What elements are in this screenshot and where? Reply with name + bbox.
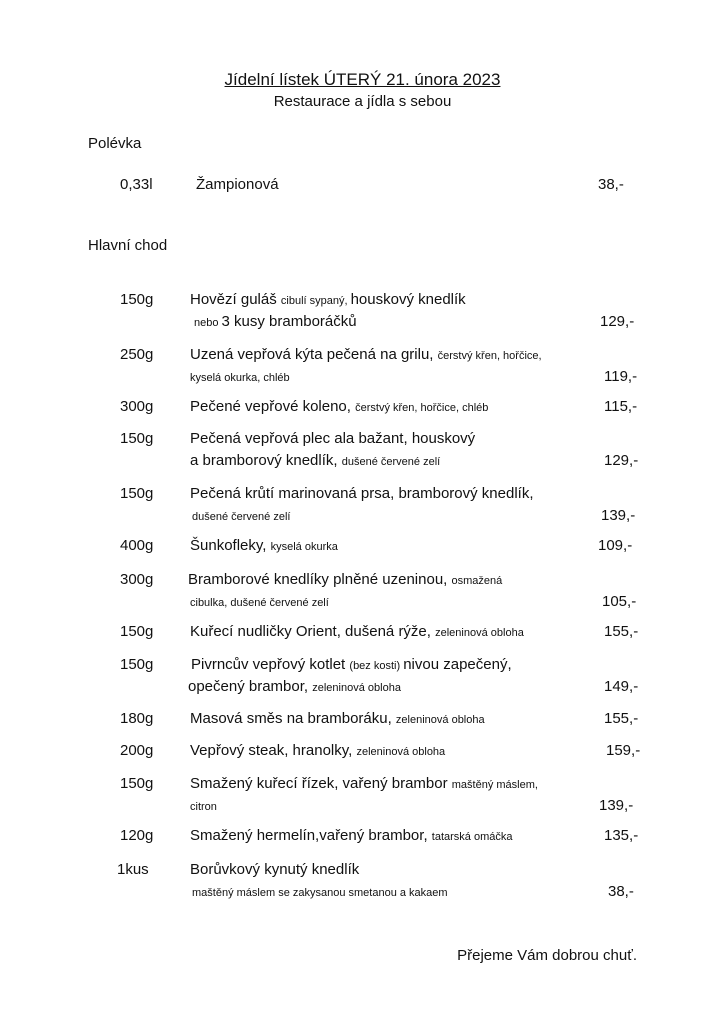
item-quantity: 300g — [120, 571, 154, 588]
item-l1-main: Smažený hermelín,vařený brambor, — [190, 827, 432, 844]
item-quantity: 150g — [120, 291, 154, 308]
item-description-line-1 — [190, 709, 485, 730]
item-description-line-1 — [190, 774, 538, 795]
item-description-line-1 — [190, 290, 466, 311]
item-l1-small: čerstvý křen, hořčice, chléb — [355, 402, 489, 414]
item-l2-main: a bramborový knedlík, — [190, 452, 342, 469]
item-price: 155,- — [604, 623, 639, 640]
item-description-line-1 — [190, 536, 338, 557]
item-l1-main: Pečená vepřová plec ala bažant, houskový — [190, 430, 476, 447]
item-description-line-2 — [188, 677, 401, 698]
item-l2-small: cibulka, dušené červené zelí — [190, 597, 329, 609]
footer-wish: Přejeme Vám dobrou chuť. — [457, 947, 637, 964]
item-price: 129,- — [604, 452, 639, 469]
item-quantity: 150g — [120, 623, 154, 640]
item-description-line-2 — [192, 882, 448, 903]
item-l1-rest: houskový knedlík — [350, 291, 466, 308]
item-l1-small: (bez kosti) — [349, 660, 404, 672]
item-l1-small: zeleninová obloha — [395, 714, 485, 726]
item-price: 119,- — [604, 368, 638, 385]
item-l1-main: Šunkofleky, — [190, 537, 271, 554]
item-description-line-1 — [191, 655, 512, 676]
item-l1-rest: nivou zapečený, — [403, 656, 512, 673]
item-description-line-1 — [190, 345, 542, 366]
item-description-line-2 — [190, 367, 290, 388]
item-l1-main: Borůvkový kynutý knedlík — [190, 861, 360, 878]
item-l1-main: Kuřecí nudličky Orient, dušená rýže, — [190, 623, 436, 640]
item-price: 139,- — [601, 507, 636, 524]
item-l1-small: zeleninová obloha — [435, 627, 524, 639]
item-l2-small: nebo — [194, 317, 222, 329]
item-l1-small: kyselá okurka — [270, 541, 338, 553]
item-l2-small: dušené červené zelí — [341, 456, 441, 468]
item-price: 115,- — [604, 398, 638, 415]
item-quantity: 150g — [120, 485, 154, 502]
item-description-line-2 — [190, 451, 440, 472]
item-description-line-1 — [190, 826, 512, 847]
item-description-line-1 — [190, 429, 475, 449]
item-quantity: 150g — [120, 430, 154, 447]
item-price: 105,- — [602, 593, 637, 610]
item-quantity: 1kus — [117, 861, 149, 878]
item-description-line-1 — [190, 484, 534, 504]
item-price: 129,- — [600, 313, 635, 330]
menu-subtitle: Restaurace a jídla s sebou — [273, 93, 452, 110]
item-l1-small: zeleninová obloha — [356, 746, 446, 758]
item-l1-main: Smažený kuřecí řízek, vařený brambor — [190, 775, 452, 792]
item-l2-main: opečený brambor, — [188, 678, 313, 695]
section-main-heading: Hlavní chod — [88, 237, 168, 254]
item-description-line-2 — [194, 312, 357, 333]
item-price: 38,- — [608, 883, 634, 900]
item-l2-small: zeleninová obloha — [312, 682, 401, 694]
item-l1-small: cibulí sypaný, — [280, 295, 351, 307]
item-l1-main: Masová směs na bramboráku, — [190, 710, 396, 727]
item-quantity: 150g — [120, 775, 154, 792]
item-l1-main: Pivrncův vepřový kotlet — [191, 656, 350, 673]
item-quantity: 200g — [120, 742, 154, 759]
soup-name: Žampionová — [196, 176, 279, 193]
section-soup-heading: Polévka — [88, 135, 142, 152]
item-l1-main: Pečená krůtí marinovaná prsa, bramborový knedlík, — [190, 485, 534, 502]
item-description-line-1 — [190, 397, 488, 418]
item-l1-main: Hovězí guláš — [190, 291, 281, 308]
menu-title: Jídelní lístek ÚTERÝ 21. února 2023 — [224, 70, 501, 89]
item-l1-small: osmažená — [451, 575, 503, 587]
item-l2-small: kyselá okurka, chléb — [190, 372, 290, 384]
soup-price: 38,- — [598, 176, 624, 193]
item-price: 135,- — [604, 827, 639, 844]
item-price: 139,- — [599, 797, 634, 814]
item-description-line-2 — [192, 506, 290, 527]
item-quantity: 250g — [120, 346, 154, 363]
item-quantity: 150g — [120, 656, 154, 673]
item-price: 149,- — [604, 678, 639, 695]
item-l1-main: Uzená vepřová kýta pečená na grilu, — [190, 346, 438, 363]
item-description-line-2 — [190, 796, 217, 817]
item-description-line-1 — [190, 860, 359, 880]
item-l1-main: Pečené vepřové koleno, — [190, 398, 356, 415]
item-price: 109,- — [598, 537, 633, 554]
item-quantity: 180g — [120, 710, 154, 727]
item-l1-small: tatarská omáčka — [431, 831, 513, 843]
item-l2-main: 3 kusy bramboráčků — [221, 313, 357, 330]
item-quantity: 300g — [120, 398, 154, 415]
item-quantity: 400g — [120, 537, 154, 554]
item-price: 159,- — [606, 742, 641, 759]
item-l2-small: dušené červené zelí — [192, 511, 291, 523]
item-description-line-1 — [188, 570, 502, 591]
item-l2-small: maštěný máslem se zakysanou smetanou a kakaem — [192, 887, 448, 899]
soup-quantity: 0,33l — [120, 176, 153, 193]
item-price: 155,- — [604, 710, 639, 727]
item-quantity: 120g — [120, 827, 154, 844]
item-description-line-2 — [190, 592, 329, 613]
item-l1-main: Vepřový steak, hranolky, — [190, 742, 357, 759]
item-l1-small: maštěný máslem, — [451, 779, 538, 791]
item-description-line-1 — [190, 741, 445, 762]
item-description-line-1 — [190, 622, 524, 643]
item-l1-small: čerstvý křen, hořčice, — [437, 350, 542, 362]
item-l1-main: Bramborové knedlíky plněné uzeninou, — [188, 571, 452, 588]
item-l2-small: citron — [190, 801, 217, 813]
